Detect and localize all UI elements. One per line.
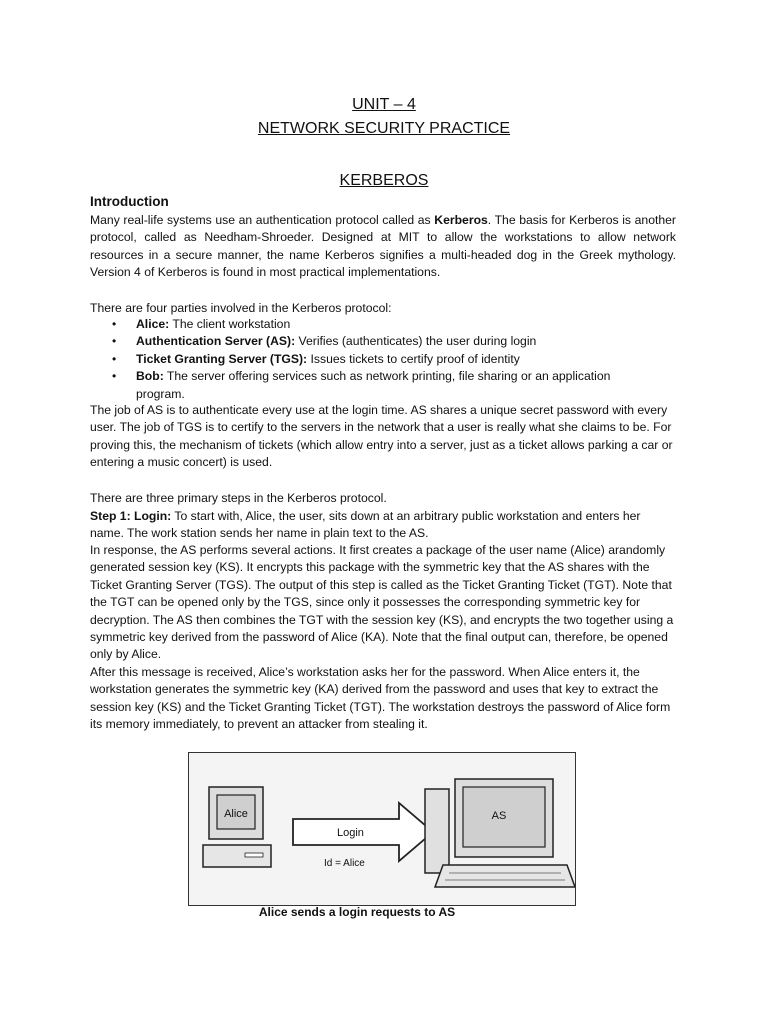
steps-intro: There are three primary steps in the Kerberos protocol. <box>90 491 387 505</box>
after-paragraph: After this message is received, Alice’s workstation asks her for the password. When Alice enters it, the workstation generates the symmetric key (KA) derived from the password and uses that key to extract the session key (KS) and the Ticket Granting Ticket (TGT). The workstation destroys the password of Alice form its memory immediately, to prevent an attacker from stealing it. <box>90 665 671 732</box>
login-diagram <box>188 752 576 906</box>
id-label: Id = Alice <box>324 858 365 869</box>
step1-paragraph: Step 1: Login: To start with, Alice, the user, sits down at an arbitrary public workstation and enters her name. The work station sends her name in plain text to the AS. <box>90 509 641 541</box>
bullet-icon: • <box>112 369 117 384</box>
arrow-label: Login <box>337 827 364 839</box>
diagram-svg <box>189 753 575 905</box>
parties-intro: There are four parties involved in the Kerberos protocol: <box>90 301 392 315</box>
introduction-paragraph: Many real-life systems use an authentication protocol called as Kerberos. The basis for Kerberos is another protocol, called as Needham-Shroeder. Designed at MIT to allow the workstations to allow network resources in a secure manner, the name Kerberos signifies a multi-headed dog in the Greek mythology. Version 4 of Kerberos is found in most practical implementations. <box>90 213 676 280</box>
parties-list <box>112 316 632 403</box>
list-item: • Bob: The server offering services such as network printing, file sharing or an application program. <box>112 369 611 401</box>
bullet-icon: • <box>112 351 117 366</box>
unit-title: UNIT – 4 <box>352 96 416 113</box>
response-paragraph: In response, the AS performs several actions. It first creates a package of the user name (Alice) arandomly generated session key (KS). It encrypts this package with the symmetric key that the AS shares with the Ticket Granting Server (TGS). The output of this step is called as the Ticket Granting Ticket (TGT). Note that the TGT can be opened only by the TGS, since only it possesses the corresponding symmetric key for decryption. The AS then combines the TGT with the session key (KS), and encrypts the two together using a symmetric key derived from the password of Alice (KA). Note that the final output can, therefore, be opened only by Alice. <box>90 543 674 662</box>
figure-caption: Alice sends a login requests to AS <box>258 905 456 919</box>
list-item: • Authentication Server (AS): Verifies (authenticates) the user during login <box>112 333 632 350</box>
introduction-heading: Introduction <box>90 194 169 209</box>
bullet-icon: • <box>112 317 117 331</box>
as-job-paragraph: The job of AS is to authenticate every use at the login time. AS shares a unique secret password with every user. The job of TGS is to certify to the servers in the network that a user is really what she claims to be. For proving this, the mechanism of tickets (which allow entry into a server, just as a ticket allows parking a car or entering a music concert) is used. <box>90 403 673 470</box>
client-label: Alice <box>224 808 248 820</box>
list-item: • Ticket Granting Server (TGS): Issues tickets to certify proof of identity <box>112 351 632 368</box>
server-computer-icon <box>425 779 575 887</box>
client-computer-icon <box>203 787 271 867</box>
chapter-title: NETWORK SECURITY PRACTICE <box>257 120 511 137</box>
section-title: KERBEROS <box>339 172 429 189</box>
bullet-icon: • <box>112 334 117 349</box>
server-label: AS <box>491 810 507 822</box>
list-item: • Alice: The client workstation <box>112 316 632 333</box>
